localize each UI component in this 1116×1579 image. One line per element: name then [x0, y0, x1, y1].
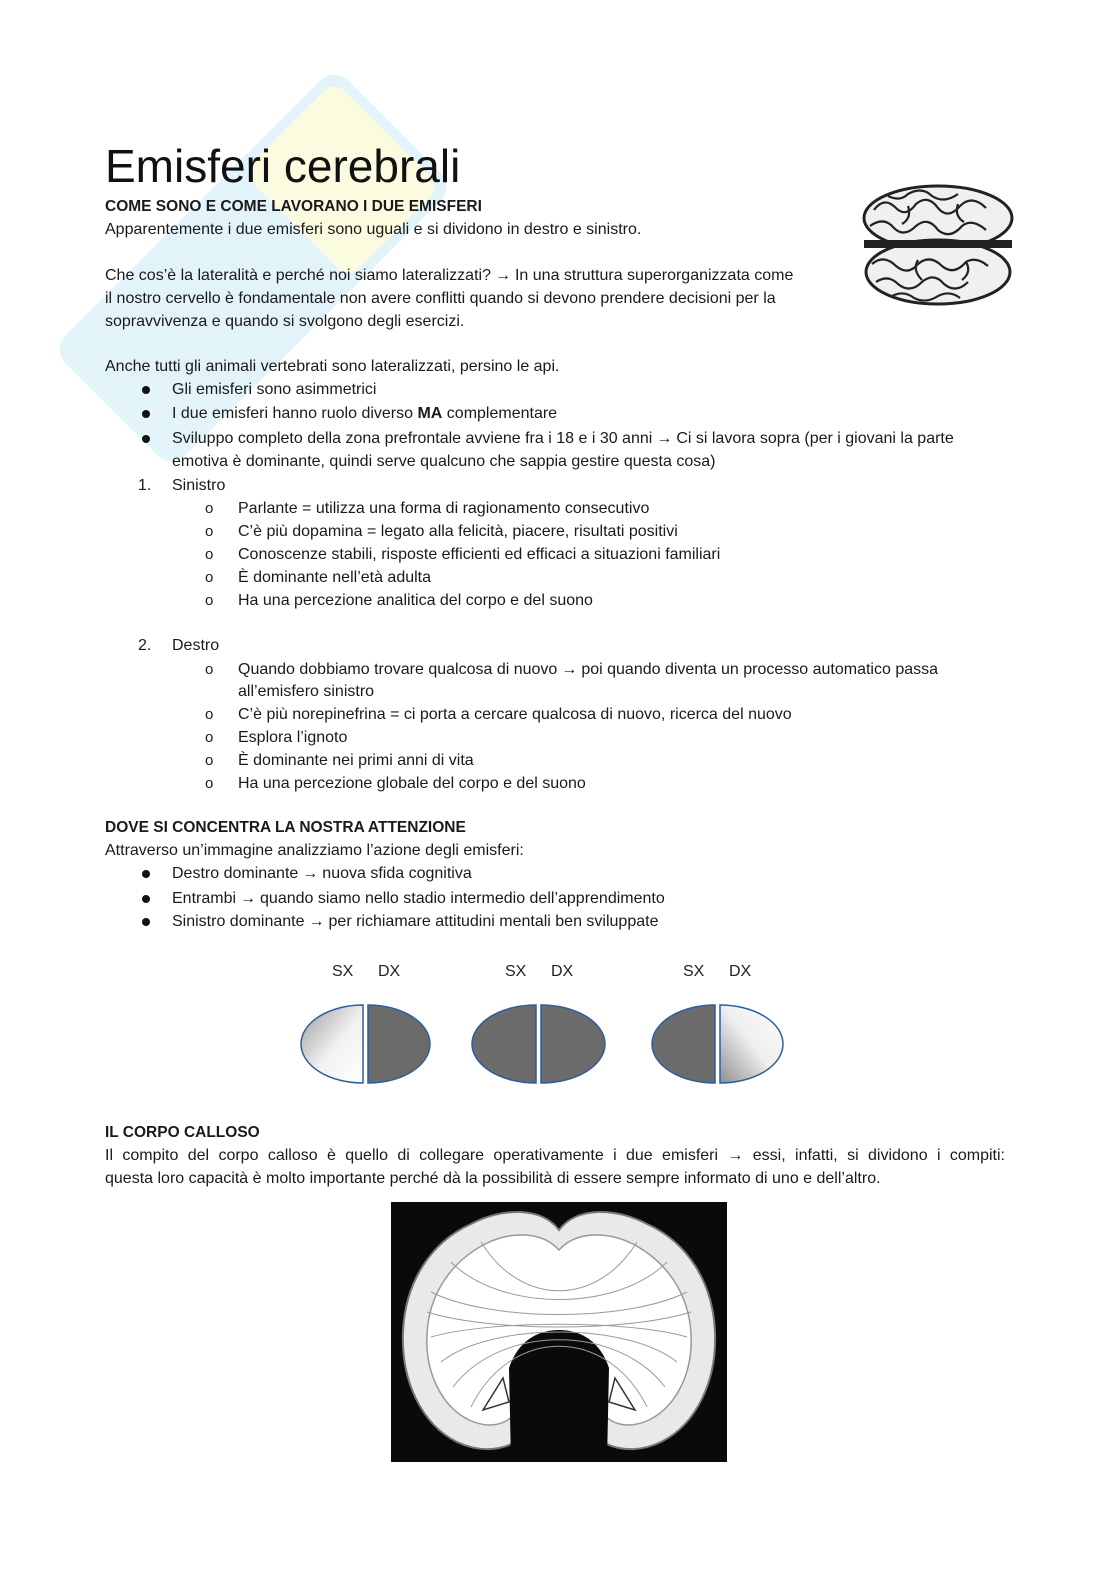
arrow-right-icon: →	[308, 913, 325, 930]
list-item	[172, 428, 954, 450]
list-number: 2.	[138, 637, 152, 654]
right-hemisphere-light	[720, 1005, 783, 1083]
list-item: C’è più norepinefrina = ci porta a cercare qualcosa di nuovo, ricerca del nuovo	[238, 706, 792, 723]
list-item-text: nuova sfida cognitiva	[322, 865, 472, 882]
bullet-icon	[142, 918, 150, 926]
intro-text: Apparentemente i due emisferi sono uguali e si dividono in destro e sinistro.	[105, 221, 642, 238]
list-item: Ha una percezione analitica del corpo e del suono	[238, 592, 593, 609]
dx-label: DX	[551, 963, 574, 980]
list-item-text: per richiamare attitudini mentali ben sviluppate	[328, 913, 659, 930]
list-item-text: Sviluppo completo della zona prefrontale avviene fra i 18 e i 30 anni	[172, 430, 653, 447]
hemispheres-figure	[290, 955, 800, 1095]
paragraph-line: questa loro capacità è molto importante perché dà la possibilità di essere sempre informato di uno e dell’altro.	[105, 1170, 881, 1187]
list-item: È dominante nei primi anni di vita	[238, 752, 474, 769]
circle-bullet-icon: o	[205, 661, 214, 678]
bold-text: MA	[417, 405, 443, 422]
question-line-1	[105, 265, 793, 287]
section-heading: DOVE SI CONCENTRA LA NOSTRA ATTENZIONE	[105, 819, 466, 836]
sx-label: SX	[332, 963, 354, 980]
list-item-text: poi quando diventa un processo automatico passa	[581, 661, 939, 678]
paragraph-line: Il compito del corpo calloso è quello di collegare operativamente i due emisferi → essi, infatti, si dividono i compiti:	[105, 1147, 1005, 1164]
list-label: Destro	[172, 637, 220, 654]
circle-bullet-icon: o	[205, 546, 214, 563]
list-item-text: Destro dominante	[172, 865, 299, 882]
section-heading: IL CORPO CALLOSO	[105, 1124, 260, 1141]
question-line-2: il nostro cervello è fondamentale non avere conflitti quando si devono prendere decisioni per la	[105, 290, 776, 307]
arrow-right-icon: →	[656, 430, 673, 447]
question-line-3: sopravvivenza e quando si svolgono degli esercizi.	[105, 313, 465, 330]
circle-bullet-icon: o	[205, 523, 214, 540]
circle-bullet-icon: o	[205, 592, 214, 609]
right-hemisphere-dark	[541, 1005, 605, 1083]
left-hemisphere-dark	[472, 1005, 536, 1083]
circle-bullet-icon: o	[205, 775, 214, 792]
list-item: Gli emisferi sono asimmetrici	[172, 381, 377, 398]
arrow-right-icon: →	[302, 865, 319, 882]
dx-label: DX	[378, 963, 401, 980]
bullet-icon	[142, 870, 150, 878]
list-item: Conoscenze stabili, risposte efficienti ed efficaci a situazioni familiari	[238, 546, 721, 563]
list-item-text: quando siamo nello stadio intermedio dell’apprendimento	[260, 890, 665, 907]
bullet-icon	[142, 895, 150, 903]
list-item-text: Ci si lavora sopra (per i giovani la parte	[676, 430, 954, 447]
circle-bullet-icon: o	[205, 569, 214, 586]
list-label: Sinistro	[172, 477, 226, 494]
list-item: Esplora l’ignoto	[238, 729, 348, 746]
list-item-text: Quando dobbiamo trovare qualcosa di nuovo	[238, 661, 558, 678]
list-item	[172, 403, 557, 425]
list-item-text: Entrambi	[172, 890, 237, 907]
list-item-text: complementare	[442, 405, 558, 422]
circle-bullet-icon: o	[205, 729, 214, 746]
circle-bullet-icon: o	[205, 706, 214, 723]
list-item-text: I due emisferi hanno ruolo diverso	[172, 405, 418, 422]
sx-label: SX	[683, 963, 705, 980]
list-item-text: Sinistro dominante	[172, 913, 305, 930]
bullet-icon	[142, 435, 150, 443]
page-title: Emisferi cerebrali	[105, 140, 461, 192]
list-item: È dominante nell’età adulta	[238, 569, 432, 586]
animals-text: Anche tutti gli animali vertebrati sono lateralizzati, persino le api.	[105, 358, 560, 375]
sx-label: SX	[505, 963, 527, 980]
list-item	[238, 659, 938, 681]
question-text: Che cos’è la lateralità e perché noi siamo lateralizzati?	[105, 267, 491, 284]
arrow-right-icon: →	[561, 661, 578, 678]
list-item	[172, 863, 472, 885]
right-hemisphere-dark	[368, 1005, 430, 1083]
section-heading: COME SONO E COME LAVORANO I DUE EMISFERI	[105, 198, 482, 215]
brain-top-view-image	[858, 180, 1018, 308]
list-item	[172, 911, 658, 933]
arrow-right-icon: →	[240, 890, 257, 907]
circle-bullet-icon: o	[205, 752, 214, 769]
arrow-right-icon: →	[494, 267, 511, 284]
question-text-cont: In una struttura superorganizzata come	[514, 267, 794, 284]
left-hemisphere-dark	[652, 1005, 715, 1083]
bullet-icon	[142, 386, 150, 394]
list-item-cont: emotiva è dominante, quindi serve qualcuno che sappia gestire questa cosa)	[172, 453, 716, 470]
list-item-cont: all’emisfero sinistro	[238, 683, 375, 700]
list-item	[172, 888, 665, 910]
list-item: C’è più dopamina = legato alla felicità, piacere, risultati positivi	[238, 523, 678, 540]
dx-label: DX	[729, 963, 752, 980]
left-hemisphere-light	[301, 1005, 363, 1083]
list-item: Ha una percezione globale del corpo e del suono	[238, 775, 586, 792]
list-item: Parlante = utilizza una forma di ragionamento consecutivo	[238, 500, 650, 517]
circle-bullet-icon: o	[205, 500, 214, 517]
corpus-callosum-image	[391, 1202, 727, 1462]
list-number: 1.	[138, 477, 152, 494]
intro-text: Attraverso un’immagine analizziamo l’azione degli emisferi:	[105, 842, 524, 859]
bullet-icon	[142, 410, 150, 418]
